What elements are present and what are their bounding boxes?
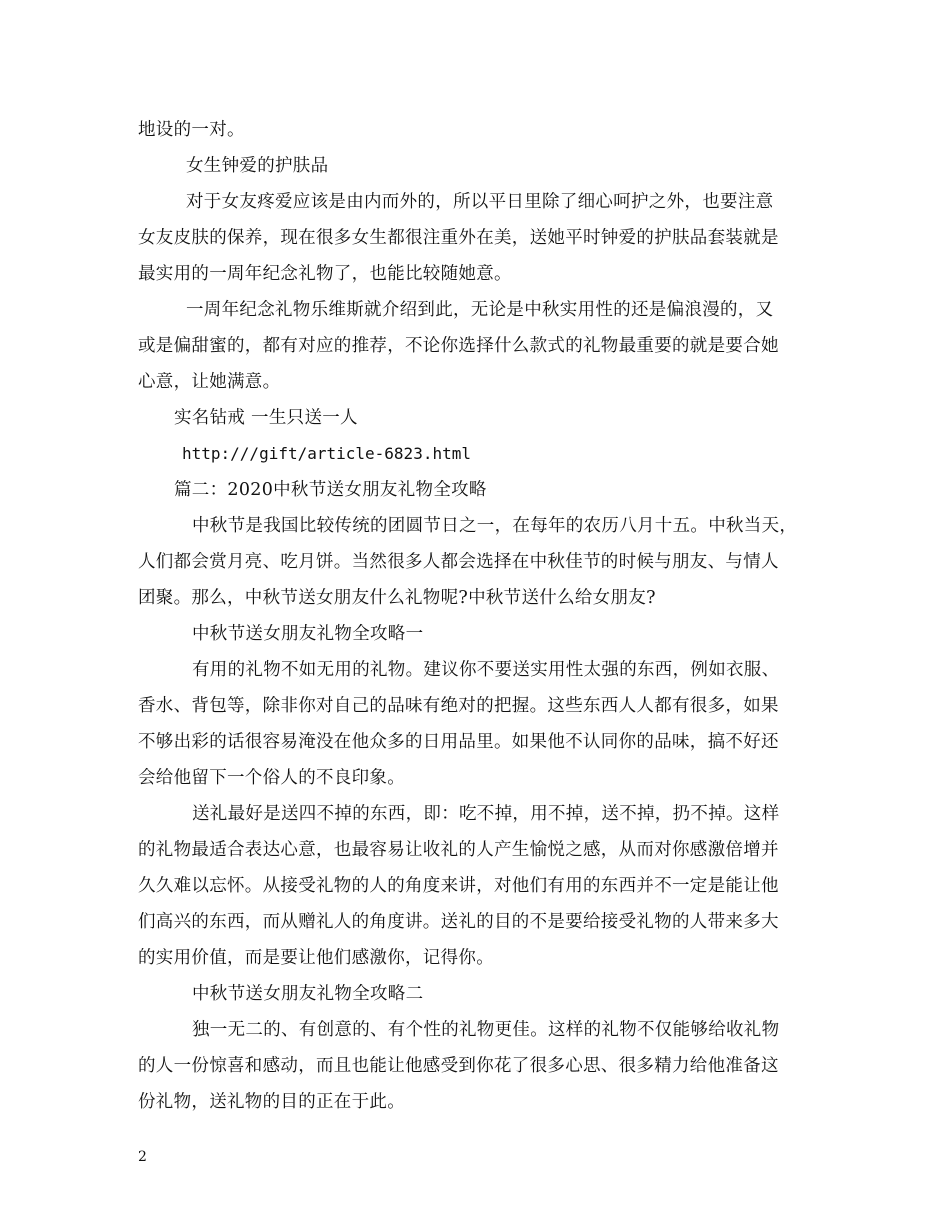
text-line: 的人一份惊喜和感动，而且也能让他感受到你花了很多心思、很多精力给他准备这 (138, 1056, 779, 1076)
page-number: 2 (138, 1149, 147, 1165)
text-line: 女友皮肤的保养，现在很多女生都很注重外在美，送她平时钟爱的护肤品套装就是 (138, 228, 779, 248)
text-line: 送礼最好是送四不掉的东西，即：吃不掉，用不掉，送不掉，扔不掉。这样 (192, 804, 780, 824)
section-heading: 中秋节送女朋友礼物全攻略二 (192, 984, 424, 1004)
text-line: 不够出彩的话很容易淹没在他众多的日用品里。如果他不认同你的品味，搞不好还 (138, 732, 779, 752)
link-caption: 实名钻戒 一生只送一人 (174, 408, 358, 428)
text-line: 份礼物，送礼物的目的正在于此。 (138, 1092, 405, 1112)
text-line: 心意，让她满意。 (138, 372, 281, 392)
text-line: 中秋节是我国比较传统的团圆节日之一，在每年的农历八月十五。中秋当天， (192, 516, 798, 536)
text-line: 团聚。那么，中秋节送女朋友什么礼物呢?中秋节送什么给女朋友? (138, 588, 656, 608)
chapter-heading: 篇二：2020中秋节送女朋友礼物全攻略 (174, 480, 487, 500)
section-heading: 中秋节送女朋友礼物全攻略一 (192, 624, 424, 644)
section-heading: 女生钟爱的护肤品 (186, 156, 329, 176)
text-line: 们高兴的东西，而从赠礼人的角度讲。送礼的目的不是要给接受礼物的人带来多大 (138, 912, 779, 932)
text-line: 人们都会赏月亮、吃月饼。当然很多人都会选择在中秋佳节的时候与朋友、与情人 (138, 552, 779, 572)
article-url[interactable]: http:///gift/article-6823.html (182, 444, 471, 463)
text-line: 的实用价值，而是要让他们感激你，记得你。 (138, 948, 494, 968)
text-line: 香水、背包等，除非你对自己的品味有绝对的把握。这些东西人人都有很多，如果 (138, 696, 779, 716)
text-line: 独一无二的、有创意的、有个性的礼物更佳。这样的礼物不仅能够给收礼物 (192, 1020, 780, 1040)
text-line: 一周年纪念礼物乐维斯就介绍到此，无论是中秋实用性的还是偏浪漫的，又 (186, 300, 774, 320)
text-line: 对于女友疼爱应该是由内而外的，所以平日里除了细心呵护之外，也要注意 (186, 192, 774, 212)
text-line: 的礼物最适合表达心意，也最容易让收礼的人产生愉悦之感，从而对你感激倍增并 (138, 840, 779, 860)
text-line: 地设的一对。 (138, 120, 245, 140)
text-line: 久久难以忘怀。从接受礼物的人的角度来讲，对他们有用的东西并不一定是能让他 (138, 876, 779, 896)
text-line: 会给他留下一个俗人的不良印象。 (138, 768, 405, 788)
text-line: 有用的礼物不如无用的礼物。建议你不要送实用性太强的东西，例如衣服、 (192, 660, 780, 680)
text-line: 最实用的一周年纪念礼物了，也能比较随她意。 (138, 264, 512, 284)
text-line: 或是偏甜蜜的，都有对应的推荐，不论你选择什么款式的礼物最重要的就是要合她 (138, 336, 779, 356)
